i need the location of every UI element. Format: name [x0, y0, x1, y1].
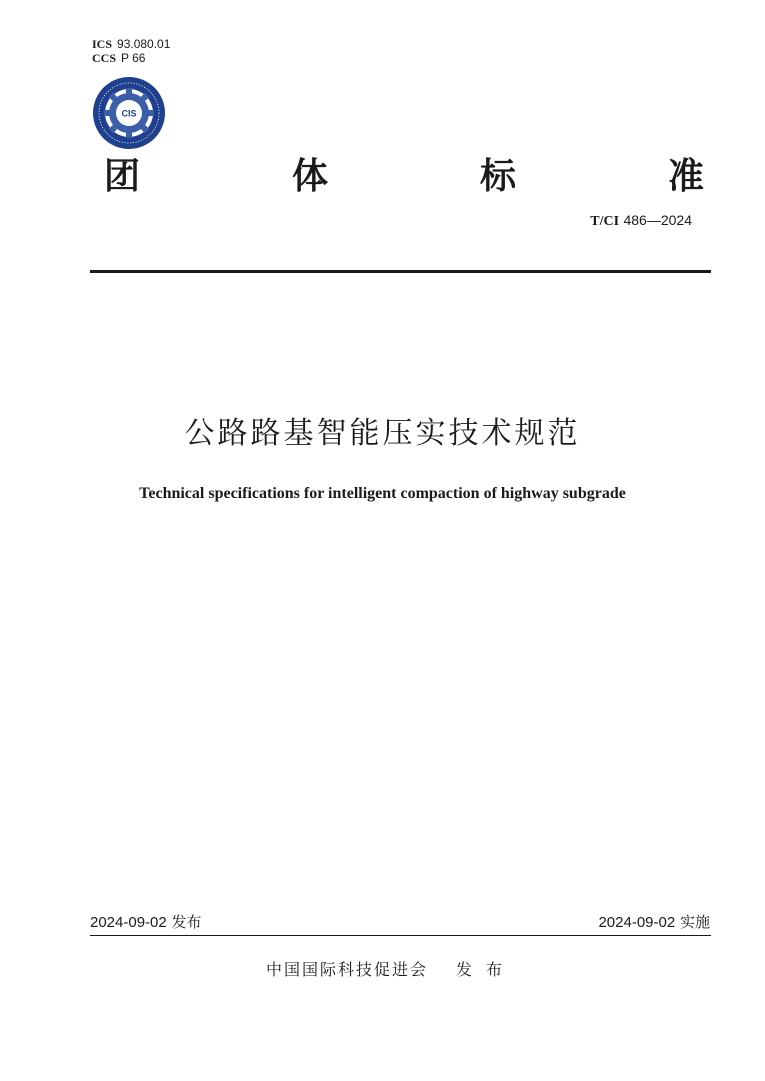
issue-date: [90, 911, 202, 932]
ccs-value: P 66: [121, 51, 146, 65]
document-title-english: Technical specifications for intelligent compaction of highway subgrade: [139, 485, 626, 502]
classification-codes: [92, 37, 170, 65]
top-divider: [90, 270, 711, 273]
standard-type-heading: [104, 152, 704, 202]
standard-type-char-3: 标: [479, 156, 516, 197]
ics-value: 93.080.01: [117, 37, 171, 51]
publisher: [266, 957, 516, 980]
standard-number-value: 486—2024: [623, 212, 692, 228]
ics-label: ICS: [92, 37, 113, 51]
publisher-action: 发布: [456, 960, 517, 979]
logo-text: CIS: [121, 108, 137, 119]
standard-type-char-2: 体: [291, 156, 328, 197]
issue-date-label: 发布: [171, 913, 202, 931]
issue-date-value: 2024-09-02: [90, 914, 167, 931]
ccs-label: CCS: [92, 51, 117, 65]
bottom-divider: [90, 935, 711, 936]
ccs-code: [92, 51, 170, 65]
ics-code: [92, 37, 170, 51]
implementation-date-value: 2024-09-02: [598, 914, 676, 931]
standard-type-char-4: 准: [667, 156, 704, 197]
document-title-chinese: 公路路基智能压实技术规范: [184, 416, 581, 451]
organization-logo: [92, 76, 166, 150]
standard-type-char-1: 团: [104, 156, 141, 197]
publisher-name: 中国国际科技促进会: [266, 960, 429, 979]
standard-number-prefix: T/CI: [590, 214, 620, 229]
standard-number: [590, 212, 692, 230]
implementation-date-label: 实施: [679, 913, 710, 931]
implementation-date: [598, 911, 710, 932]
